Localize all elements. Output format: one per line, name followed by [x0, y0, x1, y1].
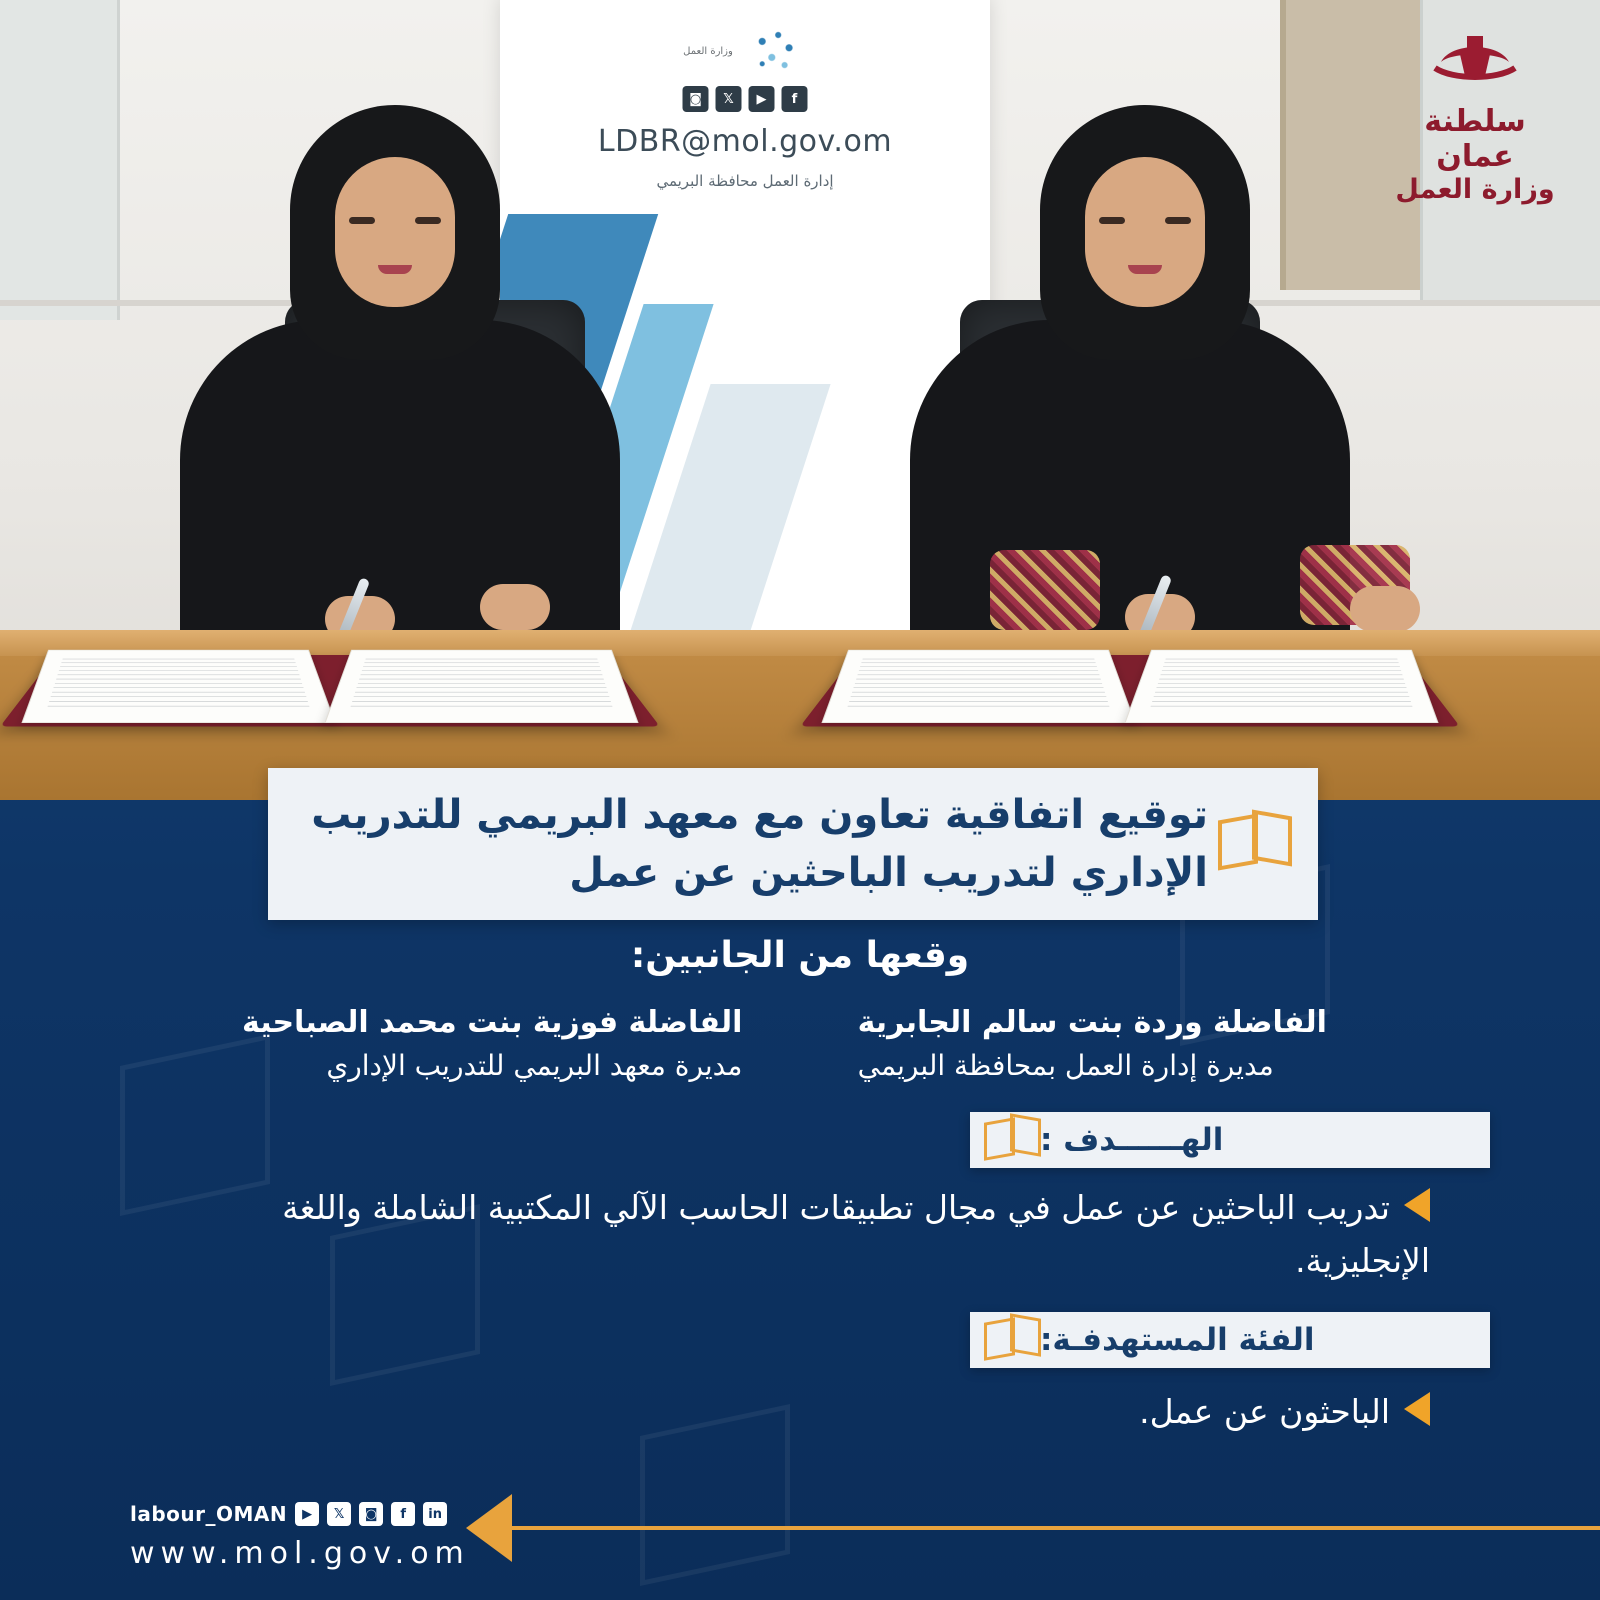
ministry-logo-line1: سلطنة عمان: [1424, 104, 1526, 174]
goal-heading: الهــــــدف :: [1040, 1122, 1224, 1158]
goal-section-header: [970, 1112, 1490, 1168]
target-section-header: [970, 1312, 1490, 1368]
footer-arrow-icon: [466, 1494, 512, 1562]
youtube-icon[interactable]: ▶: [295, 1502, 319, 1526]
flags-icon: [984, 1316, 1042, 1364]
footer-social-row: [130, 1502, 447, 1526]
mouth-left: [378, 265, 412, 274]
khanjar-emblem-icon: [1390, 28, 1560, 98]
face-right: [1085, 157, 1205, 307]
signer-role: مديرة إدارة العمل بمحافظة البريمي: [857, 1049, 1274, 1082]
signer-name: الفاضلة وردة بنت سالم الجابرية: [857, 1005, 1327, 1040]
hijab-head-right: [1040, 105, 1250, 360]
flags-icon: [1218, 813, 1292, 875]
banner-email: LDBR@mol.gov.om: [597, 124, 893, 159]
banner-logo-mark: [743, 19, 807, 83]
document-text-lines: [48, 659, 310, 707]
target-heading: الفئة المستهدفـة:: [1040, 1322, 1315, 1358]
face-left: [335, 157, 455, 307]
abaya-body-left: [180, 320, 620, 650]
mouth-right: [1128, 265, 1162, 274]
instagram-icon: ◙: [683, 86, 709, 112]
document-sheet-right-1: [821, 650, 1135, 723]
bullet-arrow-icon: [1404, 1188, 1430, 1222]
hand-left-rest: [480, 584, 550, 630]
footer-handle: labour_OMAN: [130, 1502, 288, 1526]
flags-icon: [984, 1116, 1042, 1164]
document-sheet-left-1: [21, 650, 335, 723]
document-text-lines: [848, 659, 1110, 707]
signer-card-1: [80, 1000, 742, 1087]
wall-panel-left: [0, 0, 120, 320]
banner-logo-caption: وزارة العمل: [683, 45, 733, 57]
goal-text: تدريب الباحثين عن عمل في مجال تطبيقات الحاسب الآلي المكتبية الشاملة واللغة الإنجليزية.: [282, 1188, 1430, 1280]
document-text-lines: [1151, 659, 1413, 707]
target-text: الباحثون عن عمل.: [1139, 1392, 1390, 1431]
footer-accent-line: [470, 1526, 1600, 1530]
signer-name: الفاضلة فوزية بنت محمد الصباحية: [242, 1005, 743, 1040]
page-title: توقيع اتفاقية تعاون مع معهد البريمي للتدريب الإداري لتدريب الباحثين عن عمل: [311, 792, 1208, 896]
ministry-logo-line2: وزارة العمل: [1395, 174, 1555, 205]
facebook-icon: f: [782, 86, 808, 112]
agreement-folder-right: [830, 630, 1430, 745]
flag-shape-2: [1010, 1313, 1041, 1356]
banner-social-row: [683, 86, 808, 112]
footer: [0, 1470, 1600, 1600]
bullet-arrow-icon: [1404, 1392, 1430, 1426]
ministry-logo: [1390, 28, 1560, 203]
document-sheet-left-2: [324, 650, 638, 723]
facebook-icon[interactable]: f: [391, 1502, 415, 1526]
instagram-icon[interactable]: ◙: [359, 1502, 383, 1526]
document-sheet-right-2: [1124, 650, 1438, 723]
target-section-body: [170, 1386, 1430, 1439]
hijab-head-left: [290, 105, 500, 360]
embroidered-sleeve-left: [990, 550, 1100, 630]
banner-logo: [640, 16, 850, 86]
footer-website[interactable]: www.mol.gov.om: [130, 1536, 470, 1571]
signed-by-label: وقعها من الجانبين:: [630, 935, 970, 976]
linkedin-icon[interactable]: in: [423, 1502, 447, 1526]
document-text-lines: [351, 659, 613, 707]
goal-section-body: [170, 1182, 1430, 1288]
flag-shape-2: [1010, 1113, 1041, 1156]
agreement-folder-left: [30, 630, 630, 745]
hand-right-rest: [1350, 586, 1420, 632]
flag-shape-2: [1252, 809, 1292, 866]
title-banner: [268, 768, 1318, 920]
signers-list: [80, 1000, 1520, 1087]
signer-card-2: [858, 1000, 1520, 1087]
x-icon[interactable]: 𝕏: [327, 1502, 351, 1526]
banner-subtitle: إدارة العمل محافظة البريمي: [656, 172, 834, 190]
signer-role: مديرة معهد البريمي للتدريب الإداري: [326, 1049, 743, 1082]
x-icon: 𝕏: [716, 86, 742, 112]
youtube-icon: ▶: [749, 86, 775, 112]
abaya-body-right: [910, 320, 1350, 650]
